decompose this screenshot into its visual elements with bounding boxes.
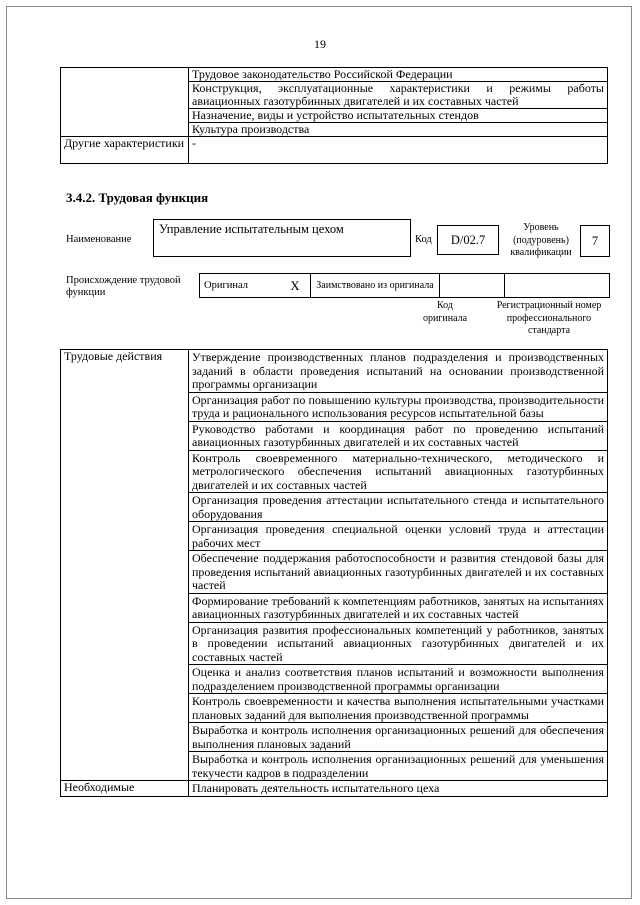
labor-action-item: Оценка и анализ соответствия планов испытаний и возможности выполнения подразделением производственной программы организации (189, 665, 608, 694)
name-label: Наименование (66, 234, 132, 245)
origin-label: Происхождение трудовой функции (66, 275, 181, 298)
labor-action-item: Выработка и контроль исполнения организационных решений для обеспечения выполнения плановых заданий (189, 723, 608, 752)
knowledge-item: Назначение, виды и устройство испытательных стендов (189, 109, 608, 123)
knowledge-item: Трудовое законодательство Российской Федерации (189, 68, 608, 82)
labor-action-item: Выработка и контроль исполнения организационных решений для уменьшения текучести кадров в подразделении (189, 752, 608, 781)
labor-action-item: Утверждение производственных планов подразделения и производственных заданий в области проведения испытаний на основании производственной программы организации (189, 350, 608, 393)
original-code-caption: Код оригинала (422, 300, 468, 324)
knowledge-item: Конструкция, эксплуатационные характеристики и режимы работы авиационных газотурбинных двигателей и их составных частей (189, 82, 608, 109)
labor-actions-label: Трудовые действия (61, 350, 189, 781)
section-title: 3.4.2. Трудовая функция (66, 190, 209, 205)
level-label: Уровень (подуровень) квалификации (510, 222, 572, 258)
borrowed-label: Заимствовано из оригинала (311, 274, 440, 298)
labor-action-item: Руководство работами и координация работ по проведению испытаний авиационных газотурбинных двигателей и их составных частей (189, 421, 608, 450)
original-mark: X (280, 274, 311, 298)
required-skill-item: Планировать деятельность испытательного цеха (189, 781, 608, 797)
page-number: 19 (314, 37, 326, 51)
labor-action-item: Контроль своевременности и качества выполнения испытательными участками плановых заданий для выполнения производственной программы (189, 694, 608, 723)
labor-actions-table (60, 349, 608, 797)
other-characteristics-label: Другие характеристики (61, 137, 189, 164)
origin-table (199, 273, 610, 298)
other-characteristics-value: - (189, 137, 608, 164)
required-skills-label: Необходимые (61, 781, 189, 797)
labor-action-item: Формирование требований к компетенциям работников, занятых на испытаниях авиационных газотурбинных двигателей и их составных частей (189, 593, 608, 622)
registration-number-cell (505, 274, 610, 298)
function-code-box: D/02.7 (437, 225, 499, 255)
original-code-cell (440, 274, 505, 298)
knowledge-label-cell (61, 68, 189, 137)
labor-action-item: Обеспечение поддержания работоспособности и развития стендовой базы для проведения испытаний авиационных газотурбинных двигателей и их составных частей (189, 551, 608, 594)
labor-action-item: Контроль своевременного материально-технического, методического и метрологического обеспечения испытаний авиационных газотурбинных двигателей и их составных частей (189, 450, 608, 493)
code-label: Код (415, 234, 432, 245)
knowledge-table (60, 67, 608, 164)
original-label: Оригинал (200, 274, 281, 298)
labor-action-item: Организация работ по повышению культуры производства, производительности труда и рационального использования ресурсов испытательной базы (189, 392, 608, 421)
qualification-level-box: 7 (580, 225, 610, 257)
knowledge-item: Культура производства (189, 123, 608, 137)
function-name-box: Управление испытательным цехом (153, 219, 411, 257)
labor-action-item: Организация развития профессиональных компетенций у работников, занятых в проведении испытаний авиационных газотурбинных двигателей и их составных частей (189, 622, 608, 665)
labor-action-item: Организация проведения специальной оценки условий труда и аттестации рабочих мест (189, 522, 608, 551)
registration-number-caption: Регистрационный номер профессионального стандарта (496, 300, 602, 336)
labor-action-item: Организация проведения аттестации испытательного стенда и испытательного оборудования (189, 493, 608, 522)
